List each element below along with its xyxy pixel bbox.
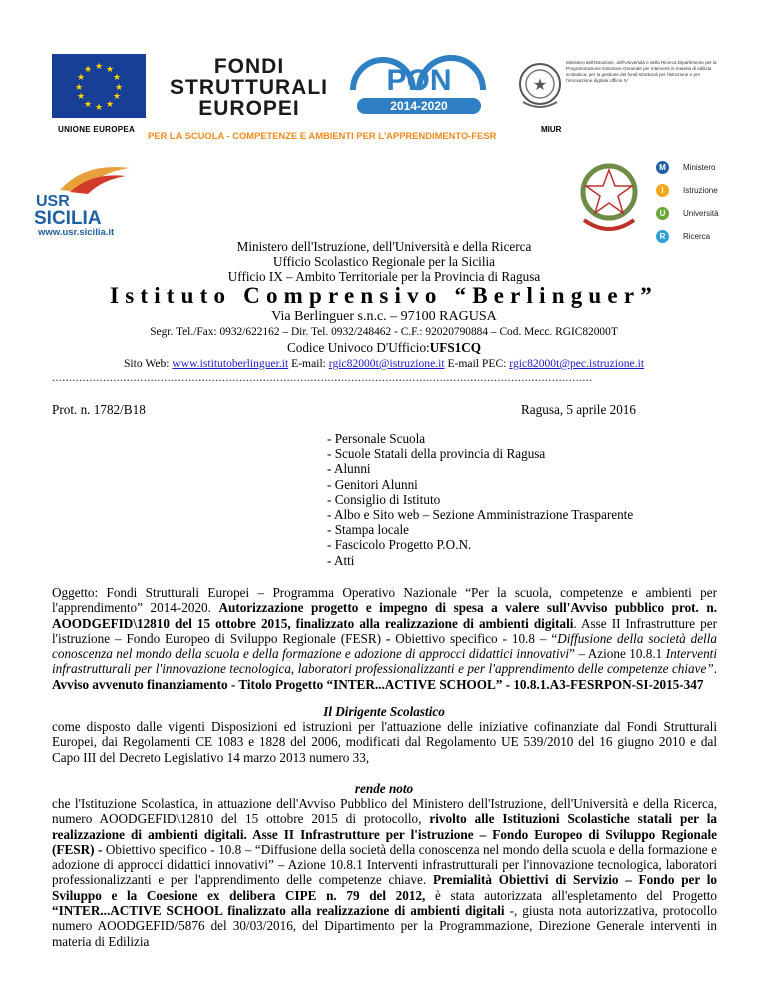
pon-banner	[52, 46, 717, 150]
legend-label: Ministero	[683, 163, 716, 172]
subject-part: Diffusione della società della conoscenza nel mondo della scuola e della formazione e adozione di approcci didattici innovativi	[52, 630, 717, 662]
rende-part: Obiettivo specifico - 10.8 – “Diffusione della società della conoscenza nel mondo della scuola e della formazione e adozione di approcci didattici innovativi” – Azione 10.8.1 Interventi infrastrutturali per l'innovazione tecnologica, laboratori professionalizzanti e per l'apprendimento delle competenze chiave.	[52, 841, 717, 888]
subject-part: -	[385, 630, 391, 646]
pon-logo	[349, 54, 489, 124]
rende-noto-paragraph	[52, 796, 717, 949]
legend-item-istruzione	[656, 184, 756, 207]
eu-flag-icon	[52, 54, 146, 118]
school-title: Istituto Comprensivo “Berlinguer”	[110, 283, 658, 308]
date-place: Ragusa, 5 aprile 2016	[521, 402, 636, 417]
pec-link[interactable]: rgic82000t@pec.istruzione.it	[509, 357, 645, 370]
legend-label: Università	[683, 209, 719, 218]
rende-part: è stata autorizzata all'espletamento del Progetto	[425, 887, 717, 903]
recipient-item: - Alunni	[327, 461, 371, 477]
rende-part: che l'Istituzione Scolastica, in attuazione dell'Avviso Pubblico del Ministero dell'Istruzione, dell'Università e della Ricerca, numero AOODGEFID\12810 del 15 ottobre 2015 di protocollo,	[52, 796, 717, 827]
fondi-line-2: STRUTTURALI	[170, 76, 328, 99]
subject-part: Obiettivo specifico - 10.8 – “	[390, 630, 558, 646]
legend-label: Istruzione	[683, 186, 718, 195]
svg-text:★: ★	[94, 62, 104, 72]
recipient-item: - Stampa locale	[327, 522, 410, 538]
pec-label: E-mail PEC:	[444, 357, 510, 370]
school-web-line	[0, 357, 768, 370]
rende-part: “INTER...ACTIVE SCHOOL finalizzato alla realizzazione di ambienti digitali	[52, 903, 505, 919]
recipient-item: - Fascicolo Progetto P.O.N.	[327, 537, 472, 553]
email-label: E-mail:	[288, 357, 329, 370]
subject-part: Avviso avvenuto finanziamento - Titolo Progetto “INTER...ACTIVE SCHOOL” - 10.8.1.A3-FESRPON-SI-2015-347	[52, 676, 704, 692]
subject-part: Interventi infrastrutturali per l'innovazione tecnologica, laboratori professionalizzanti e per l'apprendimento delle competenze chiave”	[52, 646, 717, 677]
subject-part: Autorizzazione progetto e impegno di spesa a valere sull'Avviso pubblico prot. n. AOODGEFID\12810 del 15 ottobre 2015, finalizzato alla realizzazione di ambienti digitali	[52, 600, 718, 631]
svg-text:★: ★	[94, 103, 104, 113]
legend-dot: R	[656, 230, 669, 243]
regional-office-line: Ufficio Scolastico Regionale per la Sicilia	[272, 254, 496, 269]
school-address: Via Berlinguer s.n.c. – 97100 RAGUSA	[271, 309, 497, 324]
rende-part: rivolto alle Istituzioni Scolastiche statali per la realizzazione di ambienti digitali. Asse II Infrastrutture per l'istruzione – Fondo Europeo di Sviluppo Regionale (FESR) -	[52, 811, 717, 857]
subject-paragraph	[52, 585, 717, 692]
considerato-paragraph: come disposto dalle vigenti Disposizioni ed istruzioni per l'attuazione delle iniziative cofinanziate dal Fondi Strutturali Europei, dai Regolamenti CE 1083 e 1828 del 2006, modificati dal Regolamento UE 539/2010 del 16 giugno 2010 e dal Capo III del Decreto Legislativo 14 marzo 2013 numero 33,	[52, 719, 717, 765]
svg-text:★: ★	[114, 83, 124, 93]
svg-text:★: ★	[112, 73, 122, 83]
dotted-separator: ...............................................................................................................................................................	[52, 370, 593, 384]
fondi-line-3: EUROPEI	[198, 97, 300, 120]
recipient-item: - Genitori Alunni	[327, 476, 418, 492]
pon-years: 2014-2020	[390, 99, 448, 113]
svg-text:★: ★	[83, 100, 93, 110]
eu-label: UNIONE EUROPEA	[58, 125, 136, 134]
svg-text:★: ★	[105, 100, 115, 110]
recipient-item: - Consiglio di Istituto	[327, 491, 441, 507]
fondi-strutturali-logo	[164, 56, 334, 119]
web-label: Sito Web:	[123, 357, 173, 370]
usr-logo-line2: SICILIA	[34, 208, 102, 228]
legend-dot: M	[656, 161, 669, 174]
school-contacts: Segr. Tel./Fax: 0932/622162 – Dir. Tel. 0932/248462 - C.F.: 92020790884 – Cod. Mecc. RGIC82000T	[150, 326, 618, 338]
svg-text:★: ★	[83, 65, 93, 75]
recipient-item: - Albo e Sito web – Sezione Amministrazione Trasparente	[327, 507, 634, 523]
miur-label: MIUR	[541, 125, 562, 134]
recipient-item: - Personale Scuola	[327, 431, 426, 446]
svg-text:★: ★	[74, 83, 84, 93]
school-unique-code	[0, 340, 768, 356]
subject-part: . Asse II Infrastrutture per l'istruzione – Fondo Europeo di Sviluppo Regionale (FESR)	[52, 615, 717, 646]
rende-part: -, giusta nota autorizzativa, protocollo numero AOODGEFID/5876 del 30/03/2016, del Dipartimento per la Programmazione, Direzione Generale interventi in materia di Edilizia	[52, 903, 717, 949]
banner-strip-text: PER LA SCUOLA - COMPETENZE E AMBIENTI PER L'APPRENDIMENTO-FESR	[148, 130, 497, 141]
svg-text:★: ★	[76, 73, 86, 83]
rende-part: Premialità Obiettivi di Servizio – Fondo per lo Sviluppo e la Coesione ex delibera CIPE n. 79 del 2012,	[52, 872, 717, 903]
territorial-office-line: Ufficio IX – Ambito Territoriale per la Provincia di Ragusa	[227, 269, 541, 284]
ministry-line: Ministero dell'Istruzione, dell'Università e della Ricerca	[236, 239, 532, 254]
legend-dot: U	[656, 207, 669, 220]
legend-label: Ricerca	[683, 232, 711, 241]
svg-text:★: ★	[76, 92, 86, 102]
legend-item-ministero	[656, 161, 756, 184]
dirigente-heading: Il Dirigente Scolastico	[323, 704, 445, 719]
usr-url: www.usr.sicilia.it	[38, 227, 115, 238]
legend-item-universita	[656, 207, 756, 230]
recipients-list	[327, 431, 633, 568]
code-value: UFS1CQ	[429, 340, 482, 355]
usr-logo-line1: USR	[36, 193, 70, 210]
protocol-number: Prot. n. 1782/B18	[52, 402, 146, 417]
recipient-item: - Atti	[327, 552, 355, 568]
email-link[interactable]: rgic82000t@istruzione.it	[328, 357, 445, 370]
subject-part: .	[713, 661, 717, 677]
fondi-line-1: FONDI	[213, 55, 285, 78]
website-link[interactable]: www.istitutoberlinguer.it	[172, 357, 289, 370]
svg-text:★: ★	[105, 65, 115, 75]
pon-text: PON	[386, 64, 452, 97]
subject-part: Oggetto: Fondi Strutturali Europei – Programma Operativo Nazionale “Per la scuola, competenze e ambienti per l'apprendimento” 2014-2020.	[52, 585, 717, 616]
republic-emblem-icon	[574, 158, 644, 240]
svg-text:★: ★	[532, 75, 548, 94]
svg-text:★: ★	[112, 92, 122, 102]
subject-part: ” – Azione 10.8.1	[569, 646, 666, 662]
code-label: Codice Univoco D'Ufficio:	[286, 340, 430, 355]
recipient-item: - Scuole Statali della provincia di Ragusa	[327, 446, 546, 462]
miur-department-text: Ministero dell'Istruzione, dell'Università e della Ricerca Dipartimento per la Programmazione Direzione Generale per interventi in materia di edilizia scolastica, per la gestione dei fondi strutturali per l'istruzione e per l'innovazione digitale Ufficio IV	[566, 60, 717, 83]
legend-dot: I	[656, 184, 669, 197]
rende-noto-heading: rende noto	[354, 781, 414, 796]
italian-emblem-icon	[515, 58, 565, 114]
